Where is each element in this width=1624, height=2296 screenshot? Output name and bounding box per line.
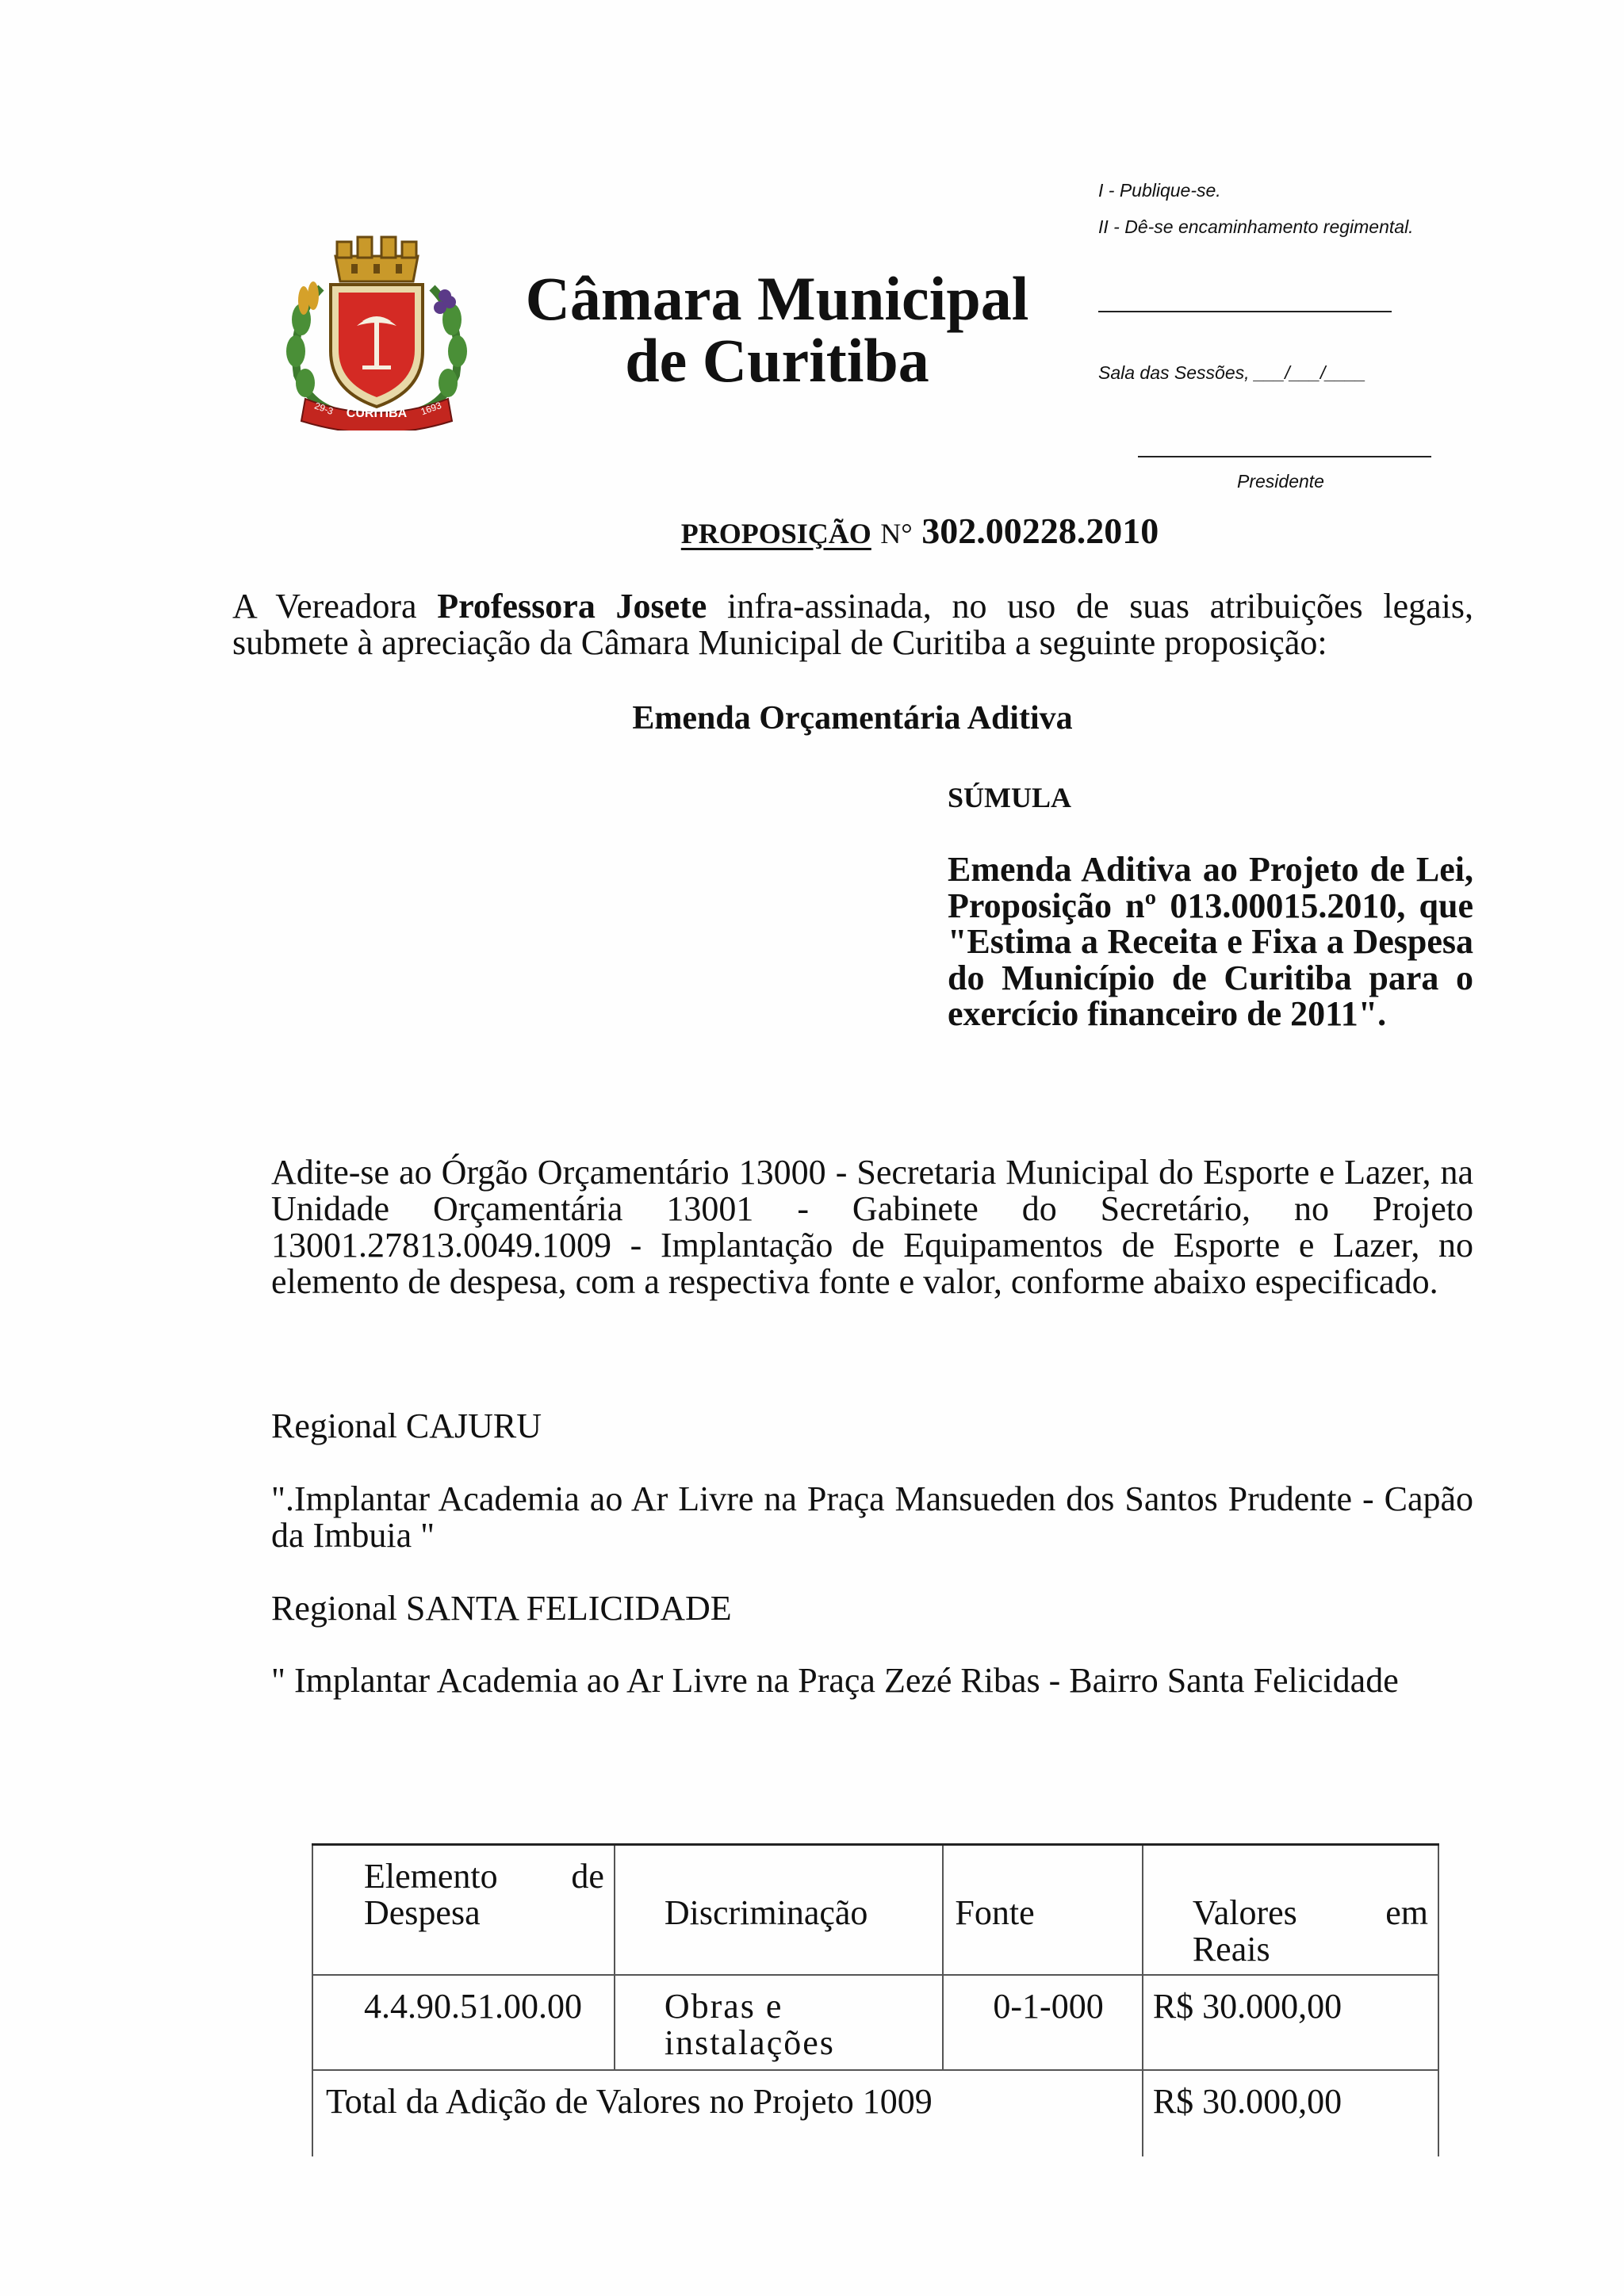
crest-right-text: 1693 [419,400,443,418]
header-cell: Discriminação [615,1845,944,1976]
table-total-row [312,2070,1438,2156]
region-cajuru-item: ".Implantar Academia ao Ar Livre na Praça Mansueden dos Santos Prudente - Capão da Imbuia " [271,1479,1473,1555]
total-value-cell: R$ 30.000,00 [1143,2070,1438,2156]
proposition-label: PROPOSIÇÃO [680,518,871,549]
intro-line-2: submete à apreciação da Câmara Municipal de Curitiba a seguinte proposição: [232,623,1327,662]
crest-banner-text: CURITIBA [346,407,408,420]
header-cell: Fonte [943,1845,1142,1976]
table-cell: Obras e instalações [615,1975,944,2070]
crest-left-text: 29-3 [312,400,335,417]
stamp-signature-rule [1098,311,1392,312]
chamber-name-line1: Câmara Municipal [525,264,1029,333]
region-santa-felicidade-item: " Implantar Academia ao Ar Livre na Praça Zezé Ribas - Bairro Santa Felicidade [271,1661,1399,1700]
table-header-row [312,1845,1438,1976]
header-cell: Elemento de Despesa [312,1845,615,1976]
proposition-number: 302.00228.2010 [921,511,1159,551]
region-santa-felicidade-heading: Regional SANTA FELICIDADE [271,1589,732,1628]
president-label: Presidente [1237,471,1324,492]
table-row [312,1975,1438,2070]
budget-table [312,1843,1439,2156]
intro-text-2: infra-assinada, no uso de suas atribuições legais, [707,587,1473,626]
sumula-label: SÚMULA [948,782,1072,813]
header-cell: Valores em Reais [1143,1845,1438,1976]
intro-author: Professora Josete [437,587,707,626]
table-cell: R$ 30.000,00 [1143,1975,1438,2070]
table-cell: 4.4.90.51.00.00 [312,1975,615,2070]
amendment-title: Emenda Orçamentária Aditiva [632,700,1073,737]
proposition-heading [444,510,1396,552]
stamp-publish-line: I - Publique-se. [1098,180,1221,201]
stamp-session-date: Sala das Sessões, ___/___/____ [1098,362,1366,383]
body-paragraph: Adite-se ao Órgão Orçamentário 13000 - Secretaria Municipal do Esporte e Lazer, na Unidade Orçamentária 13001 - Gabinete do Secretário, no Projeto 13001.27813.0049.1009 - Implantação de Equipamentos de Esporte e Lazer, no elemento de despesa, com a respectiva fonte e valor, conforme abaixo especificado. [271,1153,1473,1301]
total-label-cell: Total da Adição de Valores no Projeto 1009 [312,2070,1143,2156]
curitiba-coat-of-arms [274,232,480,430]
intro-text-1: A Vereadora [232,587,438,626]
table-cell: 0-1-000 [943,1975,1142,2070]
chamber-name [492,264,1063,395]
chamber-name-line2: de Curitiba [625,326,929,395]
proposition-number-symbol: N° [880,518,913,549]
region-cajuru-heading: Regional CAJURU [271,1406,542,1445]
intro-paragraph [232,588,1473,661]
stamp-forward-line: II - Dê-se encaminhamento regimental. [1098,216,1414,237]
sumula-text: Emenda Aditiva ao Projeto de Lei, Proposição nº 013.00015.2010, que "Estima a Receita e Fixa a Despesa do Município de Curitiba para o exercício financeiro de 2011". [948,850,1473,1033]
president-signature-rule [1138,456,1431,457]
